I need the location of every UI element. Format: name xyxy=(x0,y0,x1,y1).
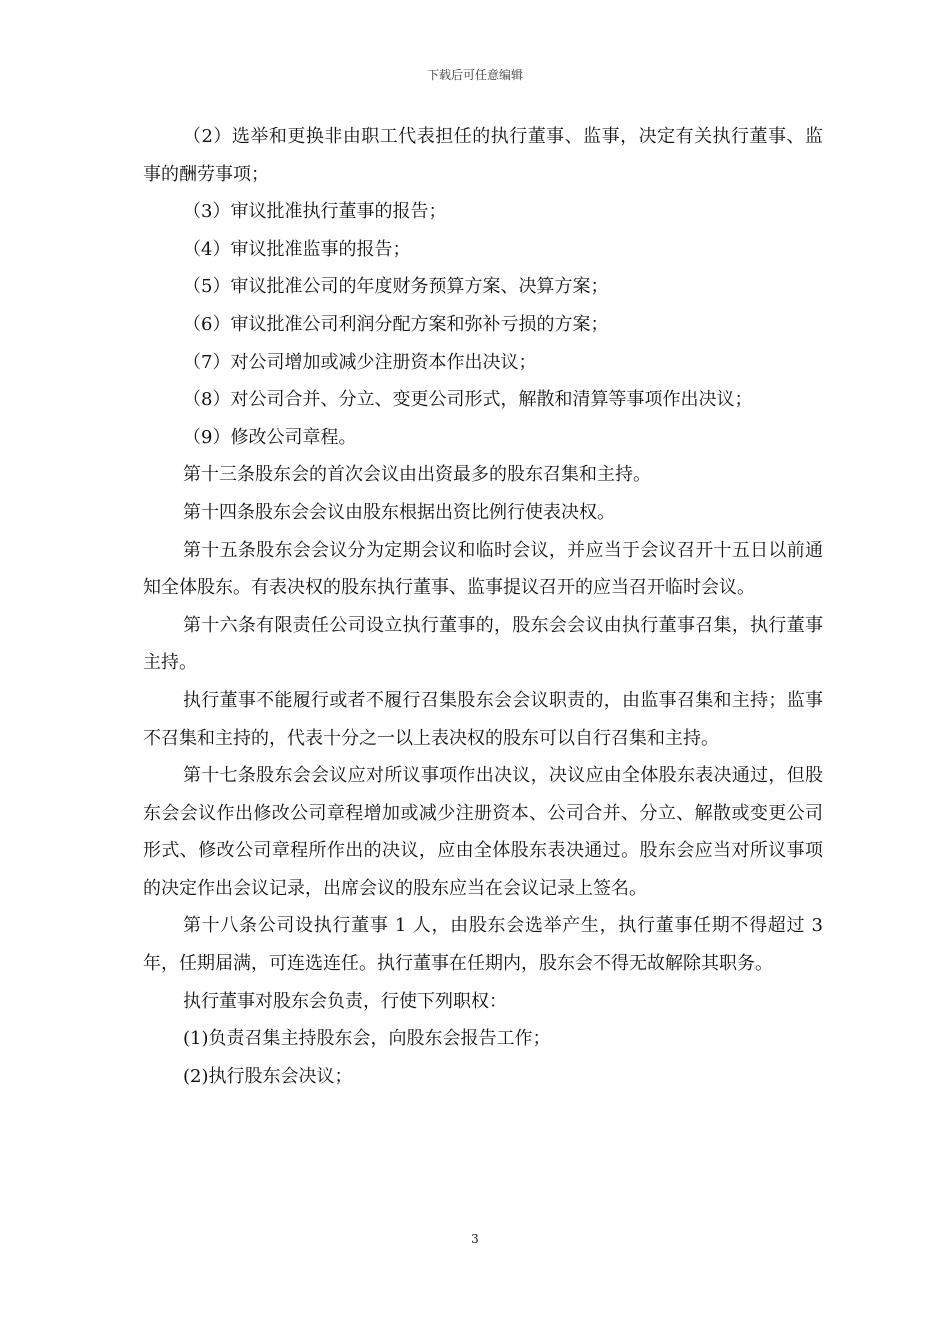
paragraph-item-7: （7）对公司增加或减少注册资本作出决议； xyxy=(183,351,537,373)
paragraph-item-3: （3）审议批准执行董事的报告； xyxy=(183,201,447,223)
paragraph-article-14: 第十四条股东会会议由股东根据出资比例行使表决权。 xyxy=(183,501,615,523)
paragraph-power-2: (2)执行股东会决议； xyxy=(183,1065,353,1087)
paragraph-article-13: 第十三条股东会的首次会议由出资最多的股东召集和主持。 xyxy=(183,464,651,486)
paragraph-item-9: （9）修改公司章程。 xyxy=(183,426,357,448)
paragraph-item-8: （8）对公司合并、分立、变更公司形式，解散和清算等事项作出决议； xyxy=(183,389,753,411)
paragraph-article-18: 第十八条公司设执行董事 1 人，由股东会选举产生，执行董事任期不得超过 3 年，任期届满，可连选连任。执行董事在任期内，股东会不得无故解除其职务。 xyxy=(143,915,823,975)
page-number: 3 xyxy=(471,1232,479,1246)
paragraph-powers-intro: 执行董事对股东会负责，行使下列职权： xyxy=(183,990,507,1012)
paragraph-article-15: 第十五条股东会会议分为定期会议和临时会议，并应当于会议召开十五日以前通知全体股东。有表决权的股东执行董事、监事提议召开的应当召开临时会议。 xyxy=(143,539,823,599)
paragraph-power-1: (1)负责召集主持股东会，向股东会报告工作； xyxy=(183,1028,551,1050)
paragraph-article-16-cont: 执行董事不能履行或者不履行召集股东会会议职责的，由监事召集和主持；监事不召集和主持的，代表十分之一以上表决权的股东可以自行召集和主持。 xyxy=(143,689,823,749)
paragraph-item-5: （5）审议批准公司的年度财务预算方案、决算方案； xyxy=(183,276,609,298)
paragraph-item-2: （2）选举和更换非由职工代表担任的执行董事、监事，决定有关执行董事、监事的酬劳事项； xyxy=(143,126,823,185)
paragraph-item-6: （6）审议批准公司利润分配方案和弥补亏损的方案； xyxy=(183,313,609,335)
page-header: 下载后可任意编辑 xyxy=(426,68,523,82)
paragraph-article-17: 第十七条股东会会议应对所议事项作出决议，决议应由全体股东表决通过，但股东会会议作出修改公司章程增加或减少注册资本、公司合并、分立、解散或变更公司形式、修改公司章程所作出的决议，应由全体股东表决通过。股东会应当对所议事项的决定作出会议记录，出席会议的股东应当在会议记录上签名。 xyxy=(143,765,823,899)
document-body xyxy=(143,118,823,1095)
paragraph-item-4: （4）审议批准监事的报告； xyxy=(183,238,411,260)
paragraph-article-16: 第十六条有限责任公司设立执行董事的，股东会会议由执行董事召集，执行董事主持。 xyxy=(143,614,823,674)
